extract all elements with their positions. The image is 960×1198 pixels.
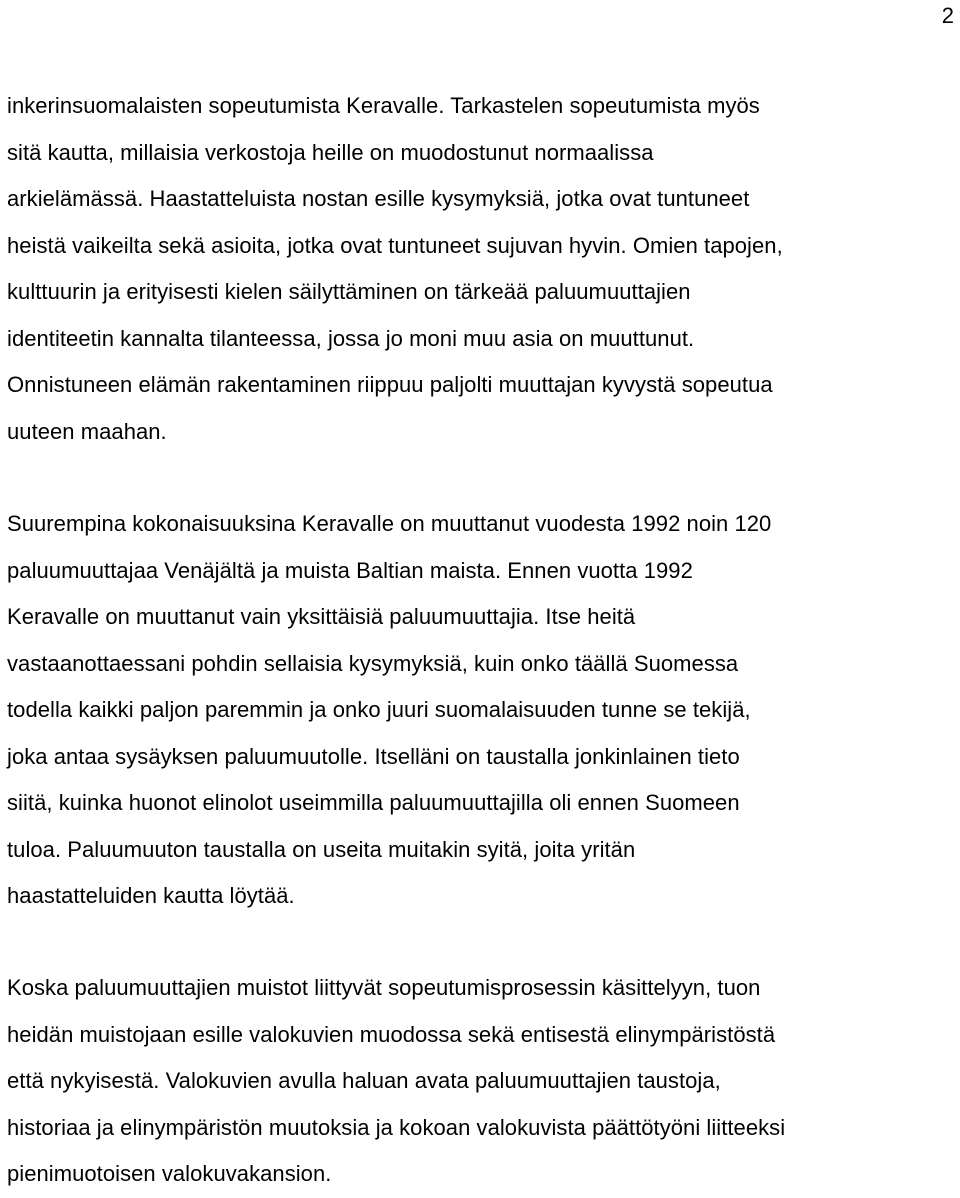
text-line: Onnistuneen elämän rakentaminen riippuu paljolti muuttajan kyvystä sopeutua [7,372,773,397]
text-line: haastatteluiden kautta löytää. [7,883,295,908]
text-line: Keravalle on muuttanut vain yksittäisiä paluumuuttajia. Itse heitä [7,604,636,629]
text-line: paluumuuttajaa Venäjältä ja muista Baltian maista. Ennen vuotta 1992 [7,557,693,583]
text-line: identiteetin kannalta tilanteessa, jossa jo moni muu asia on muuttunut. [7,325,695,351]
text-line: vastaanottaessani pohdin sellaisia kysymyksiä, kuin onko täällä Suomessa [7,650,739,676]
page-number: 2 [941,3,954,28]
text-line: historiaa ja elinympäristön muutoksia ja kokoan valokuvista päättötyöni liitteeksi [7,1114,786,1140]
text-line: todella kaikki paljon paremmin ja onko juuri suomalaisuuden tunne se tekijä, [7,697,751,722]
paragraph-intro [7,83,957,455]
text-line: heistä vaikeilta sekä asioita, jotka ovat tuntuneet sujuvan hyvin. Omien tapojen, [7,232,783,258]
text-line: arkielämässä. Haastatteluista nostan esille kysymyksiä, jotka ovat tuntuneet [7,186,750,211]
text-line: joka antaa sysäyksen paluumuutolle. Itselläni on taustalla jonkinlainen tieto [7,743,740,769]
paragraph-background [7,501,957,920]
text-line: pienimuotoisen valokuvakansion. [7,1161,332,1186]
text-line: kulttuurin ja erityisesti kielen säilyttäminen on tärkeää paluumuuttajien [7,279,691,304]
text-line: Koska paluumuuttajien muistot liittyvät sopeutumisprosessin käsittelyyn, tuon [7,975,761,1000]
text-line: tuloa. Paluumuuton taustalla on useita muitakin syitä, joita yritän [7,836,636,862]
text-line: uuteen maahan. [7,418,167,444]
text-line: siitä, kuinka huonot elinolot useimmilla paluumuuttajilla oli ennen Suomeen [7,790,740,815]
text-line: heidän muistojaan esille valokuvien muodossa sekä entisestä elinympäristöstä [7,1021,776,1047]
text-line: että nykyisestä. Valokuvien avulla haluan avata paluumuuttajien taustoja, [7,1068,721,1093]
text-line: inkerinsuomalaisten sopeutumista Keravalle. Tarkastelen sopeutumista myös [7,93,760,118]
text-line: sitä kautta, millaisia verkostoja heille on muodostunut normaalissa [7,139,654,165]
paragraph-photographs [7,965,957,1198]
text-line: Suurempina kokonaisuuksina Keravalle on muuttanut vuodesta 1992 noin 120 [7,511,772,536]
